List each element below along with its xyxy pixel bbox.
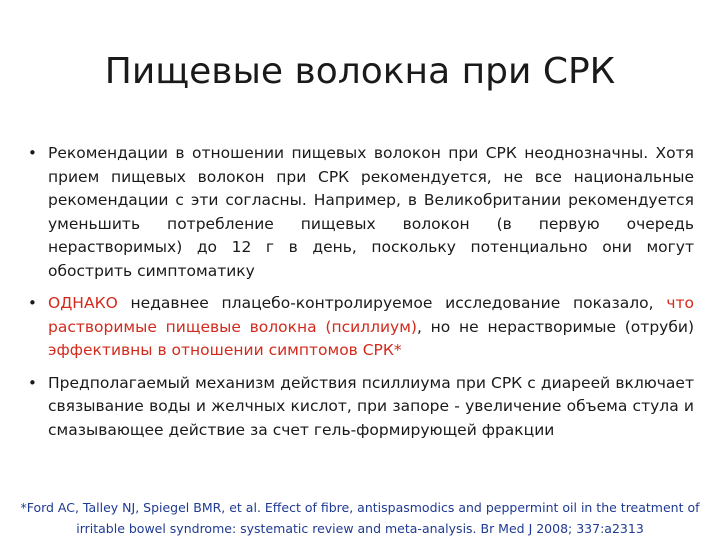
bullet-dot-icon: • <box>28 144 37 162</box>
emphasis-however: ОДНАКО <box>48 294 118 312</box>
bullet-list <box>28 142 694 451</box>
bullet-dot-icon: • <box>28 373 37 392</box>
bullet-text: Рекомендации в отношении пищевых волокон при СРК неоднозначны. Хотя прием пищевых волокон при СРК рекомендуется, не все национальные рекомендации с эти согласны. Например, в Великобритании рекомендуется уменьшить потребление пищевых волокон (в первую очередь нерастворимых) до 12 г в день, поскольку потенциально они могут обострить симптоматику <box>48 144 694 280</box>
bullet-item-3 <box>28 372 694 443</box>
emphasis-soluble-fiber: что растворимые пищевые волокна (псиллиум) <box>48 294 694 336</box>
reference-footnote: *Ford AC, Talley NJ, Spiegel BMR, et al. Effect of fibre, antispasmodics and peppermint oil in the treatment of irritable bowel syndrome: systematic review and meta-analysis. Br Med J 2008; 337:a2313 <box>20 500 700 536</box>
bullet-dot-icon: • <box>28 294 37 312</box>
bullet-item-1 <box>28 142 694 283</box>
bullet-text: Предполагаемый механизм действия псиллиума при СРК с диареей включает связывание воды и желчных кислот, при запоре - увеличение объема стула и смазывающее действие за счет гель-формирующей фракции <box>48 373 694 439</box>
slide-title: Пищевые волокна при СРК <box>104 51 616 92</box>
bullet-text: , но не нерастворимые (отруби) <box>416 317 695 336</box>
bullet-text: недавнее плацебо-контролируемое исследование показало, <box>117 294 667 312</box>
emphasis-effective: эффективны в отношении симптомов СРК* <box>48 341 402 359</box>
bullet-item-2 <box>28 292 694 363</box>
